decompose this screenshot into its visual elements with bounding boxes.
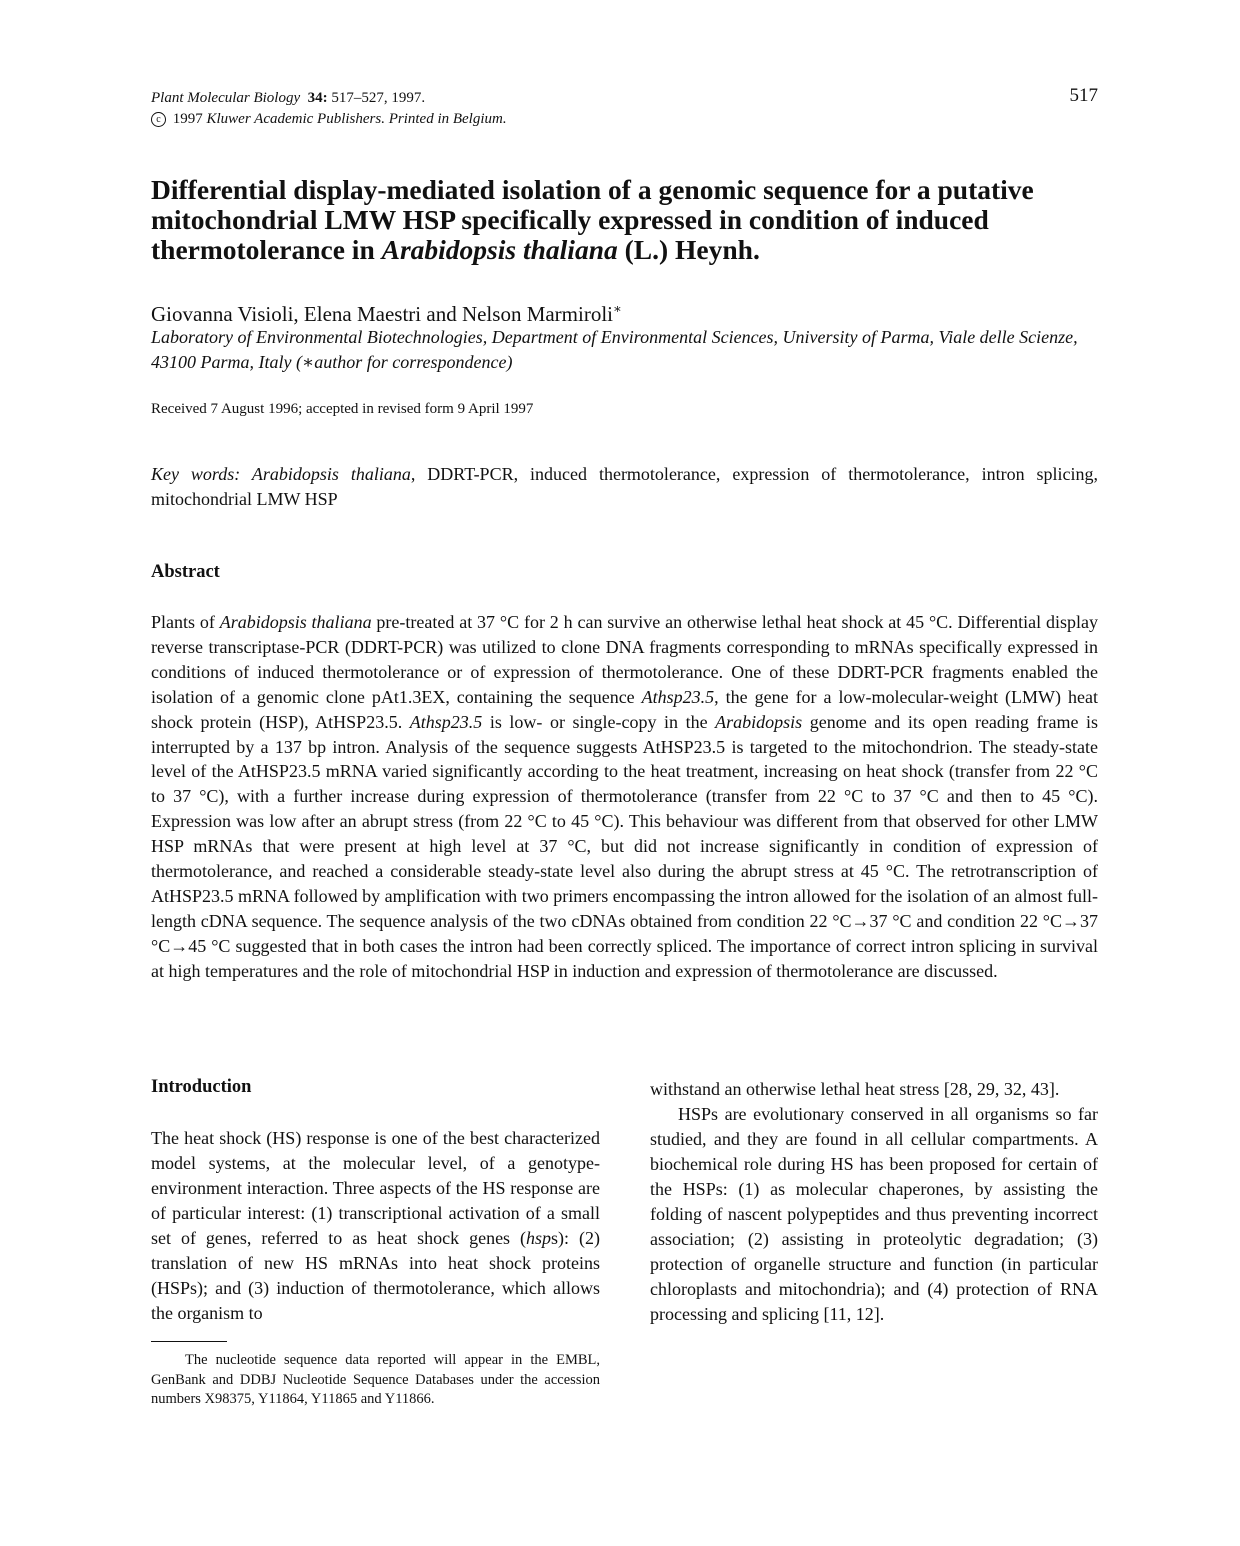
keywords-list: , DDRT-PCR, induced thermotolerance, expression of thermotolerance, intron splicing, mitochondrial LMW HSP [151,464,1099,509]
journal-name: Plant Molecular Biology [151,90,301,106]
abstract-text: pre-treated at 37 °C for 2 h can survive an otherwise lethal heat shock at 45 °C. Differential display reverse transcriptase-PCR (DDRT-PCR) was utilized to clone DNA fragments corresponding to mRNAs specifically expressed in conditions of induced thermotolerance or of expression of thermotolerance. One of these DDRT-PCR fragments enabled the isolation of a genomic clone pAt1.3EX, containing the sequence [151,612,1098,707]
title-part-2: (L.) Heynh. [617,234,760,265]
affiliation: Laboratory of Environmental Biotechnologies, Department of Environmental Sciences, University of Parma, Viale delle Scienze, 43100 Parma, Italy (∗author for correspondence) [151,327,1078,372]
introduction-text: The heat shock (HS) response is one of the best characterized model systems, at the molecular level, of a genotype-environment interaction. Three aspects of the HS response are of particular interest: (1) transcriptional activation of a small set of genes, referred to as heat shock genes ( [151,1128,600,1248]
keywords-label: Key words: Arabidopsis thaliana [151,464,411,484]
received-dates: Received 7 August 1996; accepted in revised form 9 April 1997 [151,401,534,417]
abstract-text: is low- or single-copy in the [482,711,716,732]
introduction-heading: Introduction [151,1077,252,1097]
abstract-text: genome and its open reading frame is interrupted by a 137 bp intron. Analysis of the sequence suggests AtHSP23.5 is targeted to the mitochondrion. The steady-state level of the AtHSP23.5 mRNA varied significantly according to the heat treatment, increasing on heat shock (transfer from 22 °C to 37 °C), with a further increase during expression of thermotolerance (transfer from 22 °C to 37 °C and then to 45 °C). Expression was low after an abrupt stress (from 22 °C to 45 °C). This behaviour was different from that observed for other LMW HSP mRNAs that were present at high level at 37 °C, but did not increase significantly in condition of expression of thermotolerance, and reached a considerable steady-state level also during the abrupt stress at 45 °C. The retrotranscription of AtHSP23.5 mRNA followed by amplification with two primers encompassing the intron allowed for the isolation of an almost full-length cDNA sequence. The sequence analysis of the two cDNAs obtained from condition 22 °C→37 °C and condition 22 °C→37 °C→45 °C suggested that in both cases the intron had been correctly spliced. The importance of correct intron splicing in survival at high temperatures and the role of mitochondrial HSP in induction and expression of thermotolerance are discussed. [151,711,1099,981]
abstract-body [151,610,1098,984]
footnote-divider [151,1341,227,1342]
running-head [151,88,851,130]
title-part-1: Differential display-mediated isolation of a genomic sequence for a putative mitochondrial LMW HSP specifically expressed in condition of induced thermotolerance in [151,174,1034,265]
abstract-text: Plants of [151,612,220,632]
journal-citation [151,88,851,109]
abstract-genus: Arabidopsis [715,711,803,732]
abstract-gene-name: Athsp23.5 [641,686,715,707]
journal-pages-year: 517–527, 1997. [327,90,426,106]
copyright-line [151,109,851,130]
copyright-year: 1997 [169,111,207,127]
introduction-right-column [650,1077,1098,1327]
keywords [151,462,1098,512]
introduction-left-column [151,1126,600,1326]
article-title [151,175,1111,265]
authors-names: Giovanna Visioli, Elena Maestri and Nelson Marmiroli [151,302,614,326]
introduction-paragraph: withstand an otherwise lethal heat stress [28, 29, 32, 43]. [650,1079,1060,1099]
abstract-text: , the gene for a low-molecular-weight (LMW) heat shock protein (HSP), AtHSP23.5. [151,686,1098,732]
abstract-gene-name: Athsp23.5 [409,711,483,732]
introduction-paragraph: HSPs are evolutionary conserved in all organisms so far studied, and they are found in all cellular compartments. A biochemical role during HS has been proposed for certain of the HSPs: (1) as molecular chaperones, by assisting the folding of nascent polypeptides and thus preventing incorrect association; (2) assisting in proteolytic degradation; (3) protection of organelle structure and function (in particular chloroplasts and mitochondria); and (4) protection of RNA processing and splicing [11, 12]. [650,1104,1098,1324]
copyright-icon: c [151,112,166,127]
introduction-gene-abbrev: hsp [526,1228,552,1248]
corresponding-author-mark: ∗ [613,301,622,316]
abstract-species: Arabidopsis thaliana [219,612,372,632]
introduction-text: s): (2) translation of new HS mRNAs into heat shock proteins (HSPs); and (3) induction of thermotolerance, which allows the organism to [151,1228,600,1323]
footnote: The nucleotide sequence data reported will appear in the EMBL, GenBank and DDBJ Nucleotide Sequence Databases under the accession numbers X98375, Y11864, Y11865 and Y11866. [151,1352,600,1407]
page-number: 517 [1069,85,1098,106]
journal-volume: 34: [307,90,328,106]
publisher: Kluwer Academic Publishers. Printed in Belgium. [206,111,507,127]
title-species: Arabidopsis thaliana [381,234,618,265]
abstract-heading: Abstract [151,562,220,582]
author-list [151,296,1111,327]
